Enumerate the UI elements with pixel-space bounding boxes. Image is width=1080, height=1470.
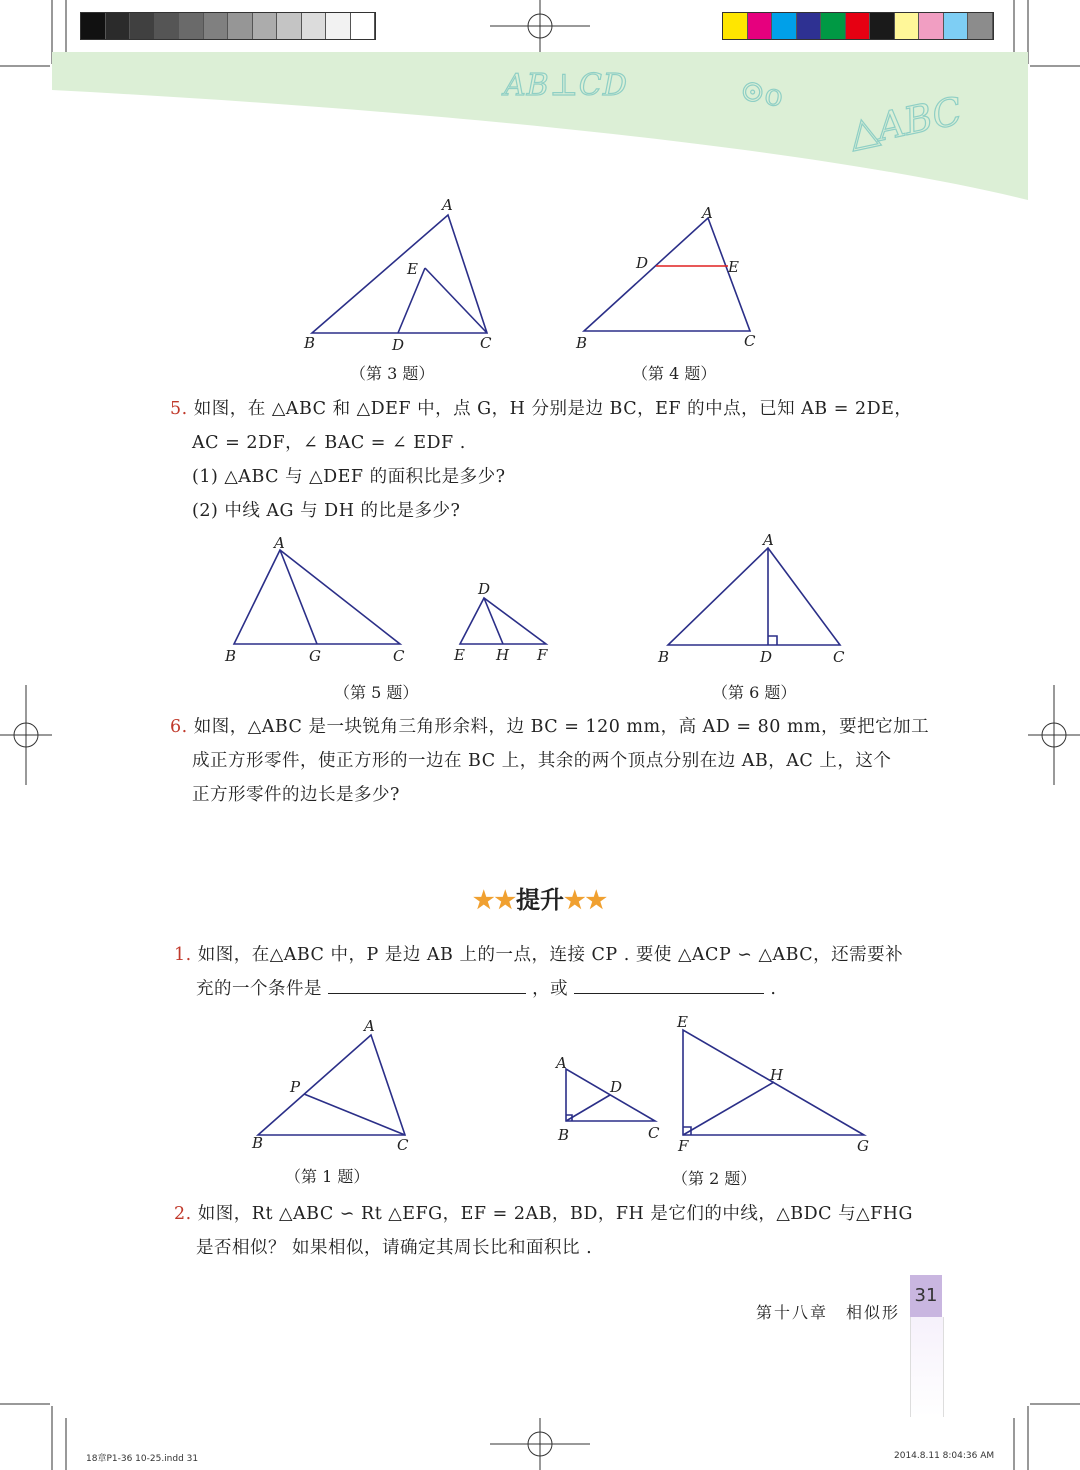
color-swatch-7 <box>870 13 895 39</box>
fig3-label-A: A <box>442 196 453 214</box>
gray-swatch-1 <box>81 13 106 39</box>
figt1-label-C: C <box>397 1136 409 1154</box>
section-stars-right: ★★ <box>564 885 608 914</box>
color-swatch-5 <box>821 13 846 39</box>
color-swatch-6 <box>846 13 871 39</box>
gray-swatch-12 <box>351 13 376 39</box>
figure-4 <box>572 200 772 356</box>
gray-swatch-9 <box>277 13 302 39</box>
fig6-caption: （第 6 题） <box>712 683 797 702</box>
figure-5 <box>220 532 560 668</box>
figt2-label-H: H <box>770 1066 784 1084</box>
problem-6-line-1 <box>170 710 929 744</box>
fig3-label-E: E <box>407 260 418 278</box>
figure-6 <box>650 530 860 670</box>
gray-swatch-8 <box>253 13 278 39</box>
fig4-caption: （第 4 题） <box>632 364 717 383</box>
problem-6-line-2: 成正方形零件，使正方形的一边在 BC 上，其余的两个顶点分别在边 AB，AC 上，这个 <box>192 751 892 771</box>
figt1-caption: （第 1 题） <box>285 1167 370 1186</box>
page-tab-trail <box>910 1317 944 1417</box>
fig3-label-B: B <box>304 334 316 352</box>
color-swatch-10 <box>944 13 969 39</box>
answer-blank-1[interactable] <box>328 973 526 994</box>
fig5-label-B: B <box>225 647 237 665</box>
fig4-label-D: D <box>636 254 649 272</box>
gray-swatch-6 <box>204 13 229 39</box>
figure-advanced-2 <box>550 1010 880 1158</box>
answer-blank-2[interactable] <box>574 973 764 994</box>
color-calibration-bar <box>722 12 994 40</box>
fig5-label-H: H <box>496 646 510 664</box>
gray-swatch-10 <box>302 13 327 39</box>
color-swatch-4 <box>797 13 822 39</box>
fig5-label-A: A <box>274 534 285 552</box>
advanced-1-text-2b: ，或 <box>532 979 569 999</box>
color-swatch-3 <box>772 13 797 39</box>
advanced-2-line-1 <box>174 1197 913 1231</box>
fig3-caption: （第 3 题） <box>350 364 435 383</box>
figure-3 <box>296 192 506 354</box>
fig6-label-B: B <box>658 648 670 666</box>
figt2-label-C: C <box>648 1124 660 1142</box>
fig4-label-E: E <box>728 258 739 276</box>
header-band <box>52 52 1028 202</box>
advanced-2-number: 2. <box>174 1204 192 1224</box>
fig5-label-D: D <box>478 580 491 598</box>
advanced-1-line-2 <box>196 972 776 1006</box>
advanced-2-text-1: 如图，Rt △ABC ∽ Rt △EFG，EF = 2AB，BD，FH 是它们的中线，△BDC 与△FHG <box>197 1204 913 1224</box>
gray-swatch-2 <box>106 13 131 39</box>
problem-6-line-3: 正方形零件的边长是多少? <box>192 785 400 805</box>
figt2-label-B: B <box>558 1126 570 1144</box>
fig5-caption: （第 5 题） <box>334 683 419 702</box>
fig4-label-B: B <box>576 334 588 352</box>
header-decor-triangle: △ABC <box>844 88 966 156</box>
problem-5-line-2: AC = 2DF，∠ BAC = ∠ EDF . <box>192 433 466 453</box>
figt2-label-A: A <box>556 1054 567 1072</box>
print-timestamp: 2014.8.11 8:04:36 AM <box>894 1451 995 1461</box>
figt2-caption: （第 2 题） <box>672 1169 757 1188</box>
fig4-label-A: A <box>702 204 713 222</box>
color-swatch-9 <box>919 13 944 39</box>
advanced-2-line-2: 是否相似？ 如果相似，请确定其周长比和面积比 . <box>196 1238 593 1258</box>
file-info: 18章P1-36 10-25.indd 31 <box>86 1454 199 1464</box>
problem-5-question-2: (2) 中线 AG 与 DH 的比是多少? <box>192 501 461 521</box>
header-decor-circle: ⊙o <box>737 72 786 115</box>
advanced-1-number: 1. <box>174 945 192 965</box>
problem-5-line-1 <box>170 392 912 426</box>
color-swatch-11 <box>968 13 993 39</box>
gray-swatch-5 <box>179 13 204 39</box>
advanced-1-text-2a: 充的一个条件是 <box>196 979 322 999</box>
figt2-label-G: G <box>857 1137 869 1155</box>
problem-5-number: 5. <box>170 399 188 419</box>
figt2-label-D: D <box>610 1078 623 1096</box>
problem-5-text-1: 如图，在 △ABC 和 △DEF 中，点 G，H 分别是边 BC，EF 的中点，已知 AB = 2DE， <box>193 399 913 419</box>
section-stars-left: ★★ <box>472 885 516 914</box>
fig5-label-E: E <box>454 646 465 664</box>
figt2-label-F: F <box>678 1137 689 1155</box>
figt1-label-B: B <box>252 1134 264 1152</box>
chapter-title: 第十八章 相似形 <box>756 1303 901 1322</box>
fig6-label-D: D <box>760 648 773 666</box>
fig5-label-C: C <box>393 647 405 665</box>
gray-swatch-7 <box>228 13 253 39</box>
problem-5-question-1: (1) △ABC 与 △DEF 的面积比是多少? <box>192 467 506 487</box>
page-number: 31 <box>914 1285 938 1306</box>
fig4-label-C: C <box>744 332 756 350</box>
figt2-label-E: E <box>677 1013 688 1031</box>
gray-swatch-3 <box>130 13 155 39</box>
gray-swatch-11 <box>326 13 351 39</box>
advanced-1-line-1 <box>174 938 903 972</box>
figure-advanced-1 <box>246 1014 426 1156</box>
problem-6-number: 6. <box>170 717 188 737</box>
figt1-label-P: P <box>290 1078 301 1096</box>
section-heading <box>0 880 1080 915</box>
advanced-1-text-1: 如图，在△ABC 中，P 是边 AB 上的一点，连接 CP . 要使 △ACP ∽ △ABC，还需要补 <box>197 945 904 965</box>
fig6-label-C: C <box>833 648 845 666</box>
grayscale-calibration-bar <box>80 12 376 40</box>
fig5-label-F: F <box>537 646 548 664</box>
page-tab <box>910 1275 942 1317</box>
color-swatch-8 <box>895 13 920 39</box>
fig5-label-G: G <box>309 647 321 665</box>
section-title: 提升 <box>516 886 564 914</box>
problem-6-text-1: 如图，△ABC 是一块锐角三角形余料，边 BC = 120 mm，高 AD = 80 mm，要把它加工 <box>193 717 930 737</box>
fig3-label-C: C <box>480 334 492 352</box>
figt1-label-A: A <box>364 1017 375 1035</box>
header-decor-perpendicular: AB⊥CD <box>504 68 628 103</box>
color-swatch-1 <box>723 13 748 39</box>
fig6-label-A: A <box>763 531 774 549</box>
color-swatch-2 <box>748 13 773 39</box>
advanced-1-text-2c: . <box>770 979 777 999</box>
gray-swatch-4 <box>155 13 180 39</box>
fig3-label-D: D <box>392 336 405 354</box>
